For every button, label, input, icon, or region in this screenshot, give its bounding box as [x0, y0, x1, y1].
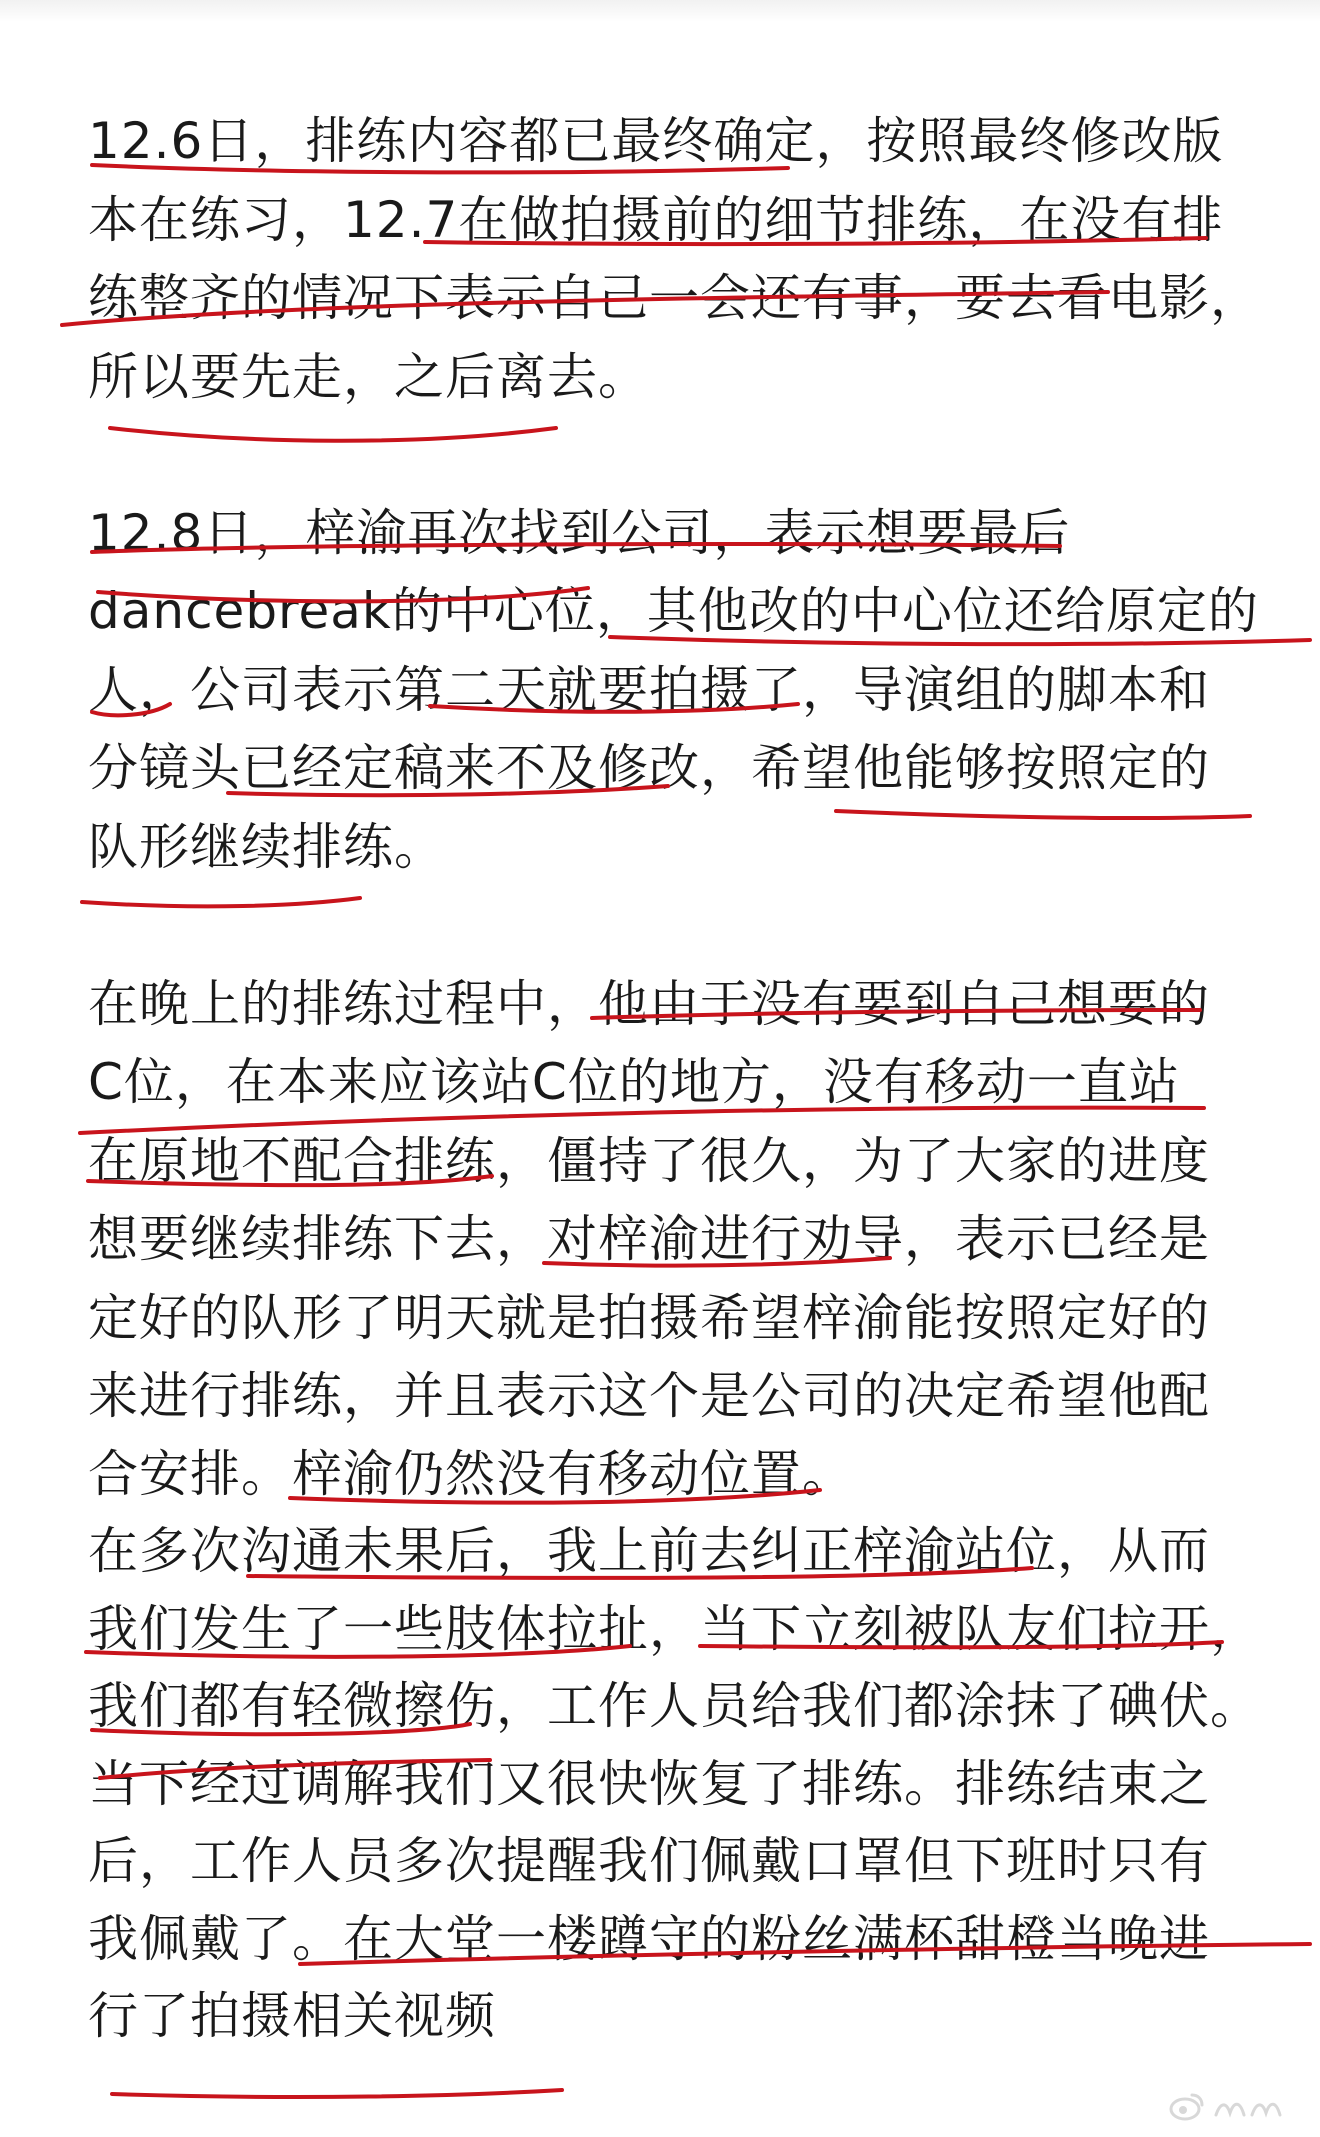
text-line: 所以要先走，之后离去。 — [88, 348, 649, 406]
underline-stroke — [836, 811, 1250, 818]
text-line: 我们发生了一些肢体拉扯，当下立刻被队友们拉开， — [88, 1600, 1261, 1658]
text-line: 合安排。梓渝仍然没有移动位置。 — [88, 1445, 853, 1503]
text-line: 当下经过调解我们又很快恢复了排练。排练结束之 — [88, 1755, 1210, 1813]
text-line: 定好的队形了明天就是拍摄希望梓渝能按照定好的 — [88, 1289, 1210, 1347]
top-edge-shadow — [0, 0, 1320, 22]
text-line: 想要继续排练下去，对梓渝进行劝导，表示已经是 — [88, 1210, 1210, 1268]
text-line: 分镜头已经定稿来不及修改，希望他能够按照定的 — [88, 739, 1210, 797]
text-line: 我佩戴了。在大堂一楼蹲守的粉丝满杯甜橙当晚进 — [88, 1910, 1210, 1968]
text-line: 在原地不配合排练，僵持了很久，为了大家的进度 — [88, 1132, 1210, 1190]
underline-stroke — [110, 428, 556, 441]
text-line: 人，公司表示第二天就要拍摄了，导演组的脚本和 — [88, 661, 1210, 719]
text-line: 后，工作人员多次提醒我们佩戴口罩但下班时只有 — [88, 1832, 1210, 1890]
text-line: 12.8日，梓渝再次找到公司，表示想要最后 — [88, 504, 1071, 562]
text-line: 队形继续排练。 — [88, 818, 445, 876]
text-line: 本在练习，12.7在做拍摄前的细节排练，在没有排 — [88, 191, 1224, 249]
underline-stroke — [82, 898, 360, 906]
text-line: 我们都有轻微擦伤，工作人员给我们都涂抹了碘伏。 — [88, 1677, 1261, 1735]
text-line: 12.6日，排练内容都已最终确定，按照最终修改版 — [88, 112, 1224, 170]
text-line: 行了拍摄相关视频 — [88, 1987, 496, 2045]
text-line: dancebreak的中心位，其他改的中心位还给原定的 — [88, 582, 1259, 640]
underline-stroke — [112, 2090, 562, 2097]
text-line: 在晚上的排练过程中，他由于没有要到自己想要的 — [88, 975, 1210, 1033]
text-line: 练整齐的情况下表示自己一会还有事，要去看电影， — [88, 269, 1261, 327]
text-line: C位，在本来应该站C位的地方，没有移动一直站 — [88, 1053, 1180, 1111]
text-line: 在多次沟通未果后，我上前去纠正梓渝站位，从而 — [88, 1522, 1210, 1580]
weibo-watermark-icon — [1168, 2089, 1286, 2123]
text-line: 来进行排练，并且表示这个是公司的决定希望他配 — [88, 1367, 1210, 1425]
